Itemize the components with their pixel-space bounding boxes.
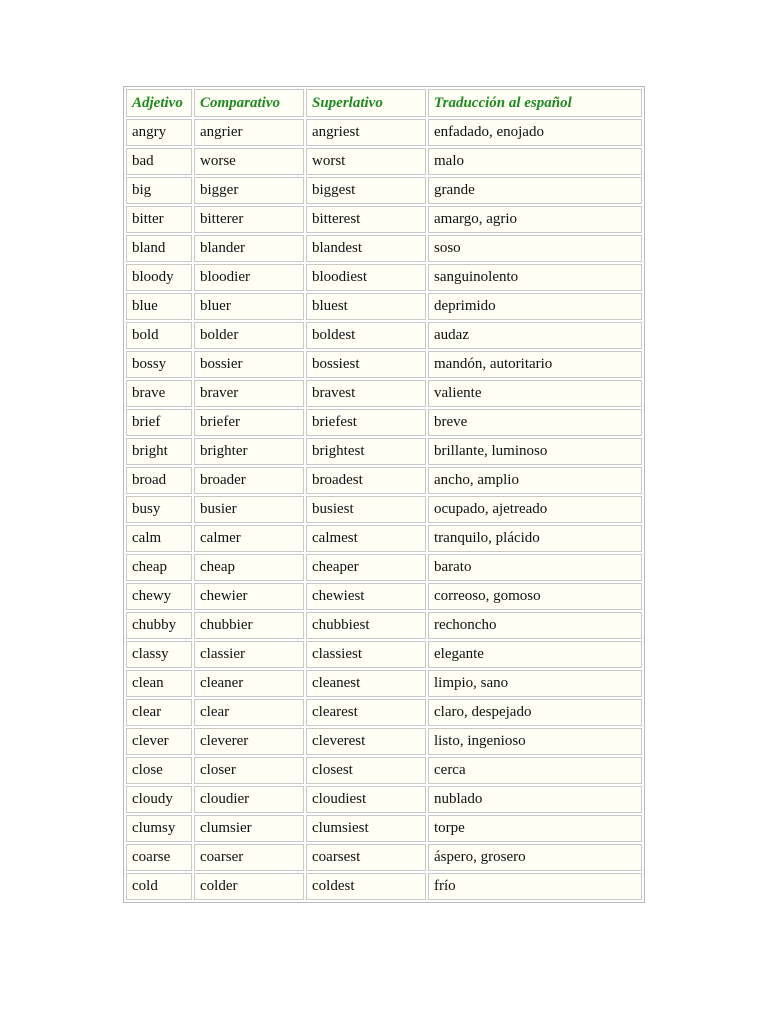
header-superlativo: Superlativo: [306, 89, 426, 117]
table-row: [126, 380, 642, 407]
cell-adjetivo: bitter: [126, 206, 192, 233]
table-row: [126, 815, 642, 842]
cell-superlativo: blandest: [306, 235, 426, 262]
cell-traduccion: listo, ingenioso: [428, 728, 642, 755]
cell-traduccion: nublado: [428, 786, 642, 813]
table-row: [126, 351, 642, 378]
cell-traduccion: limpio, sano: [428, 670, 642, 697]
cell-adjetivo: clean: [126, 670, 192, 697]
cell-comparativo: cleaner: [194, 670, 304, 697]
cell-comparativo: chubbier: [194, 612, 304, 639]
cell-superlativo: briefest: [306, 409, 426, 436]
cell-adjetivo: brave: [126, 380, 192, 407]
cell-traduccion: cerca: [428, 757, 642, 784]
cell-adjetivo: broad: [126, 467, 192, 494]
cell-adjetivo: bland: [126, 235, 192, 262]
table-header-row: [126, 89, 642, 117]
cell-superlativo: clearest: [306, 699, 426, 726]
cell-superlativo: clumsiest: [306, 815, 426, 842]
cell-comparativo: colder: [194, 873, 304, 900]
cell-adjetivo: bad: [126, 148, 192, 175]
cell-adjetivo: calm: [126, 525, 192, 552]
cell-traduccion: correoso, gomoso: [428, 583, 642, 610]
cell-comparativo: braver: [194, 380, 304, 407]
cell-comparativo: busier: [194, 496, 304, 523]
cell-superlativo: cheaper: [306, 554, 426, 581]
cell-adjetivo: cloudy: [126, 786, 192, 813]
table-row: [126, 699, 642, 726]
cell-superlativo: coarsest: [306, 844, 426, 871]
cell-superlativo: bloodiest: [306, 264, 426, 291]
cell-superlativo: busiest: [306, 496, 426, 523]
cell-adjetivo: bright: [126, 438, 192, 465]
cell-comparativo: calmer: [194, 525, 304, 552]
cell-comparativo: angrier: [194, 119, 304, 146]
table-row: [126, 235, 642, 262]
table-row: [126, 409, 642, 436]
table-row: [126, 206, 642, 233]
table-row: [126, 728, 642, 755]
cell-superlativo: boldest: [306, 322, 426, 349]
header-traduccion: Traducción al español: [428, 89, 642, 117]
cell-superlativo: cleverest: [306, 728, 426, 755]
table-row: [126, 641, 642, 668]
cell-adjetivo: classy: [126, 641, 192, 668]
cell-comparativo: bluer: [194, 293, 304, 320]
cell-adjetivo: bloody: [126, 264, 192, 291]
cell-comparativo: clear: [194, 699, 304, 726]
cell-adjetivo: blue: [126, 293, 192, 320]
cell-comparativo: broader: [194, 467, 304, 494]
cell-superlativo: bitterest: [306, 206, 426, 233]
adjective-comparison-table: [123, 86, 645, 903]
table-row: [126, 612, 642, 639]
cell-comparativo: coarser: [194, 844, 304, 871]
header-comparativo: Comparativo: [194, 89, 304, 117]
cell-comparativo: blander: [194, 235, 304, 262]
cell-superlativo: bravest: [306, 380, 426, 407]
cell-adjetivo: close: [126, 757, 192, 784]
cell-traduccion: breve: [428, 409, 642, 436]
cell-traduccion: mandón, autoritario: [428, 351, 642, 378]
cell-traduccion: claro, despejado: [428, 699, 642, 726]
cell-comparativo: worse: [194, 148, 304, 175]
cell-adjetivo: coarse: [126, 844, 192, 871]
table-row: [126, 293, 642, 320]
cell-traduccion: barato: [428, 554, 642, 581]
cell-superlativo: brightest: [306, 438, 426, 465]
cell-traduccion: tranquilo, plácido: [428, 525, 642, 552]
cell-superlativo: chewiest: [306, 583, 426, 610]
cell-superlativo: classiest: [306, 641, 426, 668]
cell-traduccion: brillante, luminoso: [428, 438, 642, 465]
cell-adjetivo: chewy: [126, 583, 192, 610]
cell-superlativo: coldest: [306, 873, 426, 900]
cell-traduccion: soso: [428, 235, 642, 262]
table-row: [126, 322, 642, 349]
cell-traduccion: sanguinolento: [428, 264, 642, 291]
cell-comparativo: chewier: [194, 583, 304, 610]
document-page: [123, 86, 645, 903]
cell-comparativo: bloodier: [194, 264, 304, 291]
cell-comparativo: clumsier: [194, 815, 304, 842]
table-row: [126, 844, 642, 871]
table-row: [126, 554, 642, 581]
cell-adjetivo: busy: [126, 496, 192, 523]
cell-comparativo: cleverer: [194, 728, 304, 755]
cell-traduccion: rechoncho: [428, 612, 642, 639]
cell-adjetivo: angry: [126, 119, 192, 146]
table-row: [126, 148, 642, 175]
cell-superlativo: closest: [306, 757, 426, 784]
table-row: [126, 873, 642, 900]
table-row: [126, 177, 642, 204]
cell-traduccion: amargo, agrio: [428, 206, 642, 233]
cell-comparativo: closer: [194, 757, 304, 784]
cell-comparativo: classier: [194, 641, 304, 668]
cell-superlativo: broadest: [306, 467, 426, 494]
cell-traduccion: ocupado, ajetreado: [428, 496, 642, 523]
table-row: [126, 467, 642, 494]
cell-traduccion: elegante: [428, 641, 642, 668]
cell-comparativo: bitterer: [194, 206, 304, 233]
table-row: [126, 119, 642, 146]
table-row: [126, 786, 642, 813]
cell-superlativo: bossiest: [306, 351, 426, 378]
cell-adjetivo: cheap: [126, 554, 192, 581]
cell-comparativo: bolder: [194, 322, 304, 349]
cell-comparativo: brighter: [194, 438, 304, 465]
cell-traduccion: torpe: [428, 815, 642, 842]
cell-adjetivo: bossy: [126, 351, 192, 378]
table-row: [126, 438, 642, 465]
cell-traduccion: frío: [428, 873, 642, 900]
cell-adjetivo: big: [126, 177, 192, 204]
cell-adjetivo: cold: [126, 873, 192, 900]
table-body: [126, 119, 642, 900]
cell-traduccion: ancho, amplio: [428, 467, 642, 494]
cell-superlativo: chubbiest: [306, 612, 426, 639]
cell-adjetivo: chubby: [126, 612, 192, 639]
cell-comparativo: cloudier: [194, 786, 304, 813]
cell-traduccion: audaz: [428, 322, 642, 349]
cell-adjetivo: brief: [126, 409, 192, 436]
table-row: [126, 583, 642, 610]
cell-traduccion: deprimido: [428, 293, 642, 320]
table-row: [126, 496, 642, 523]
header-adjetivo: Adjetivo: [126, 89, 192, 117]
cell-comparativo: briefer: [194, 409, 304, 436]
cell-comparativo: bigger: [194, 177, 304, 204]
cell-comparativo: cheap: [194, 554, 304, 581]
cell-traduccion: enfadado, enojado: [428, 119, 642, 146]
cell-superlativo: calmest: [306, 525, 426, 552]
table-row: [126, 670, 642, 697]
cell-traduccion: valiente: [428, 380, 642, 407]
cell-traduccion: grande: [428, 177, 642, 204]
cell-traduccion: áspero, grosero: [428, 844, 642, 871]
cell-superlativo: biggest: [306, 177, 426, 204]
table-row: [126, 525, 642, 552]
cell-superlativo: worst: [306, 148, 426, 175]
cell-superlativo: angriest: [306, 119, 426, 146]
cell-superlativo: cleanest: [306, 670, 426, 697]
table-row: [126, 264, 642, 291]
cell-traduccion: malo: [428, 148, 642, 175]
cell-adjetivo: clumsy: [126, 815, 192, 842]
cell-comparativo: bossier: [194, 351, 304, 378]
cell-superlativo: bluest: [306, 293, 426, 320]
cell-adjetivo: bold: [126, 322, 192, 349]
cell-adjetivo: clever: [126, 728, 192, 755]
table-row: [126, 757, 642, 784]
cell-adjetivo: clear: [126, 699, 192, 726]
cell-superlativo: cloudiest: [306, 786, 426, 813]
